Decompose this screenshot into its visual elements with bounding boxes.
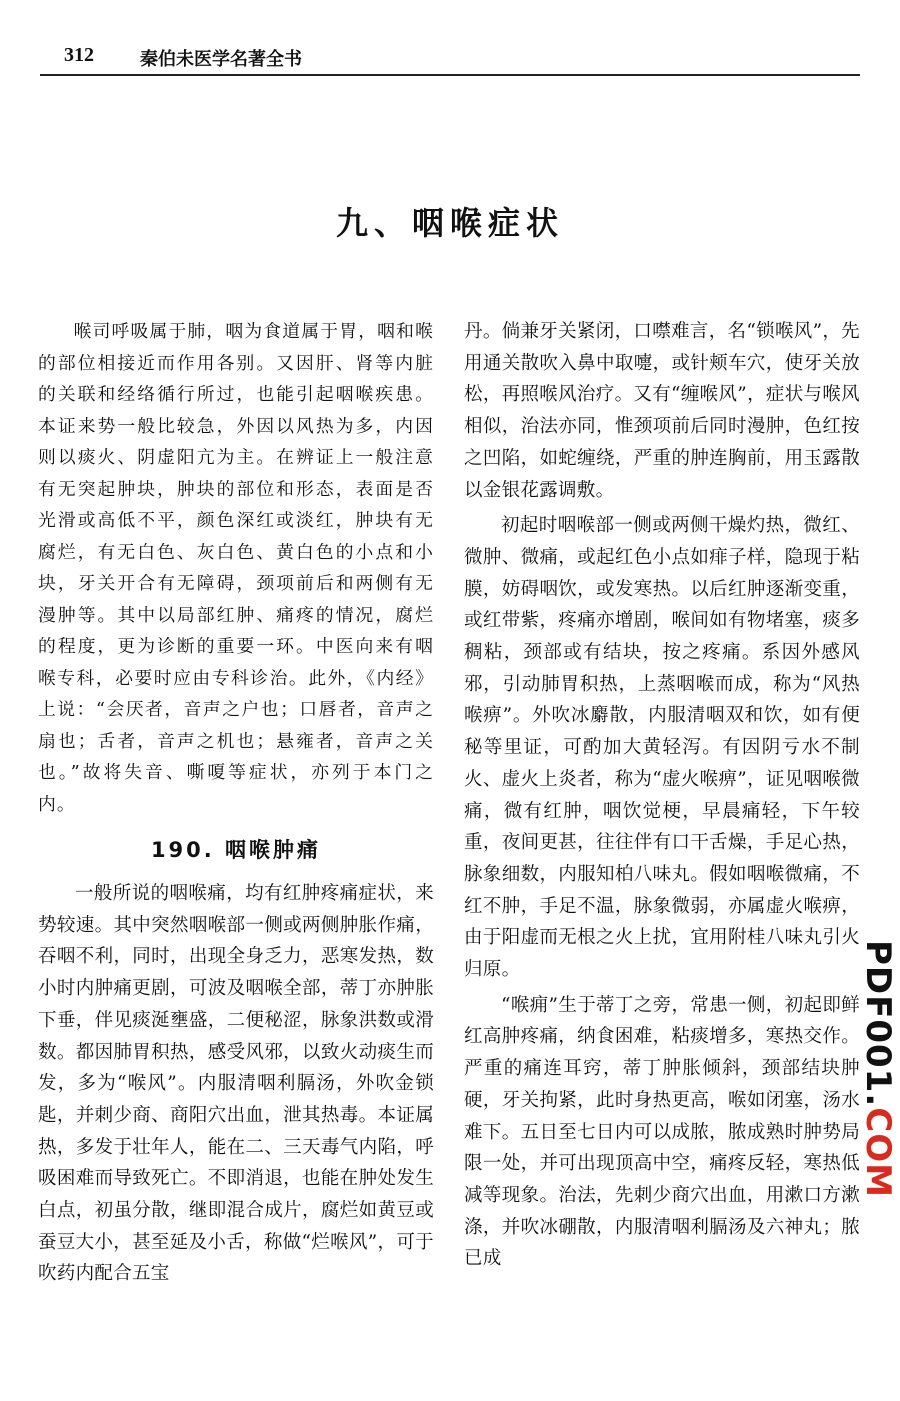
- page-number: 312: [64, 44, 94, 66]
- left-column: [38, 316, 434, 1290]
- right-column: [464, 316, 860, 1275]
- watermark-text-accent: COM: [858, 1107, 898, 1198]
- body-paragraph: 一般所说的咽喉痛，均有红肿疼痛症状，来势较速。其中突然咽喉部一侧或两侧肿胀作痛，吞咽不利，同时，出现全身乏力，恶寒发热，数小时内肿痛更剧，可波及咽喉全部，蒂丁亦肿胀下垂，伴见痰涎壅盛，二便秘涩，脉象洪数或滑数。都因肺胃积热，感受风邪，以致火动痰生而发，多为“喉风”。内服清咽利膈汤，外吹金锁匙，并刺少商、商阳穴出血，泄其热毒。本证属热，多发于壮年人，能在二、三天毒气内陷，呼吸困难而导致死亡。不即消退，也能在肿处发生白点，初虽分散，继即混合成片，腐烂如黄豆或蚕豆大小，甚至延及小舌，称做“烂喉风”，可于吹药内配合五宝: [38, 883, 434, 1285]
- book-title: 秦伯未医学名著全书: [140, 49, 302, 70]
- body-paragraph: 初起时咽喉部一侧或两侧干燥灼热，微红、微肿、微痛，或起红色小点如痱子样，隐现于粘膜，妨碍咽饮，或发寒热。以后红肿逐渐变重，或红带紫，疼痛亦增剧，喉间如有物堵塞，痰多稠粘，颈部或有结块，按之疼痛。系因外感风邪，引动肺胃积热，上蒸咽喉而成，称为“风热喉痹”。外吹冰麝散，内服清咽双和饮，如有便秘等里证，可酌加大黄轻泻。有因阴亏水不制火、虚火上炎者，称为“虚火喉痹”，证见咽喉微痛，微有红肿，咽饮觉梗，早晨痛轻，下午较重，夜间更甚，往往伴有口干舌燥，手足心热，脉象细数，内服知柏八味丸。假如咽喉微痛，不红不肿，手足不温，脉象微弱，亦属虚火喉痹，由于阳虚而无根之火上扰，宜用附桂八味丸引火归原。: [464, 515, 860, 981]
- page-header: [40, 40, 860, 76]
- chapter-title: 九、咽喉症状: [335, 204, 564, 242]
- section-heading: 190. 咽喉肿痛: [150, 838, 322, 862]
- body-paragraph: “喉痈”生于蒂丁之旁，常患一侧，初起即鲜红高肿疼痛，纳食困难，粘痰增多，寒热交作。严重的痛连耳窍，蒂丁肿胀倾斜，颈部结块肿硬，牙关拘紧，此时身热更高，喉如闭塞，汤水难下。五日至七日内可以成脓，脓成熟时肿势局限一处，并可出现顶高中空，痛疼反轻，寒热低减等现象。治法，先刺少商穴出血，用漱口方漱涤，并吹冰硼散，内服清咽利膈汤及六神丸；脓已成: [464, 994, 860, 1270]
- watermark: [858, 940, 898, 1198]
- watermark-text-main: PDF001.: [858, 940, 898, 1108]
- intro-paragraph: 喉司呼吸属于肺，咽为食道属于胃，咽和喉的部位相接近而作用各别。又因肝、肾等内脏的关联和经络循行所过，也能引起咽喉疾患。本证来势一般比较急，外因以风热为多，内因则以痰火、阴虚阳亢为主。在辨证上一般注意有无突起肿块，肿块的部位和形态，表面是否光滑或高低不平，颜色深红或淡红，肿块有无腐烂，有无白色、灰白色、黄白色的小点和小块，牙关开合有无障碍，颈项前后和两侧有无漫肿等。其中以局部红肿、痛疼的情况，腐烂的程度，更为诊断的重要一环。中医向来有咽喉专科，必要时应由专科诊治。此外，《内经》上说：“会厌者，音声之户也；口唇者，音声之扇也；舌者，音声之机也；悬雍者，音声之关也。”故将失音、嘶嗄等症状，亦列于本门之内。: [38, 321, 434, 815]
- body-paragraph: 丹。倘兼牙关紧闭，口噤难言，名“锁喉风”，先用通关散吹入鼻中取嚏，或针颊车穴，使牙关放松，再照喉风治疗。又有“缠喉风”，症状与喉风相似，治法亦同，惟颈项前后同时漫肿，色红按之凹陷，如蛇缠绕，严重的肿连胸前，用玉露散以金银花露调敷。: [464, 321, 860, 501]
